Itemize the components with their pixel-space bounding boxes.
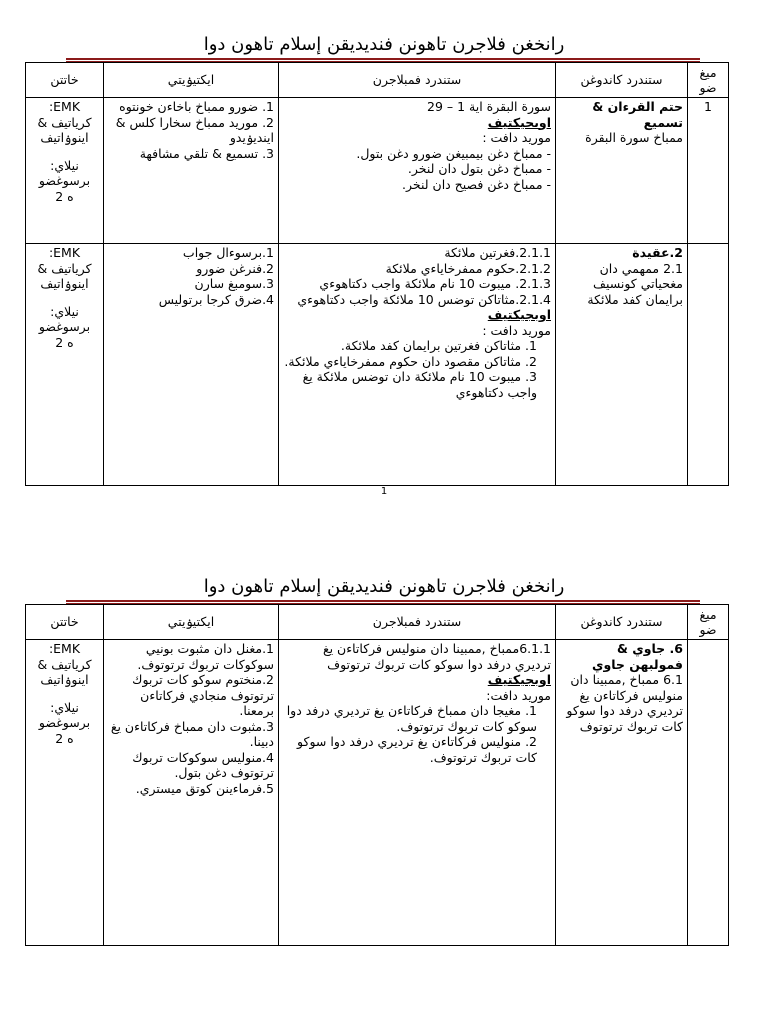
page-number: 1 (380, 486, 388, 497)
learning-item: 6.1.1ممباخ ,ممبينا دان منوليس فركاتاءن يغ ترديري درفد دوا سوكو كات تربوك ترتوتوف (322, 641, 551, 672)
note-line: ه 2 (55, 188, 74, 204)
activity-item: 1.برسوءال جواب (182, 245, 274, 260)
activity-item: 4.منوليس سوكوكات تربوك ترتوتوف دغن بتول. (132, 749, 274, 780)
note-line: نيلاي: (50, 303, 79, 319)
objective-item: 1. مثاتاكن فغرتين برايمان كفد ملائكة. (340, 338, 537, 353)
note-line: برسوغضو (38, 173, 91, 188)
table-row (26, 244, 729, 486)
content-text: ممباخ سورة البقرة (585, 130, 683, 145)
page-title: رانخغن فلاجرن تاهونن فنديديقن إسلام تاهون دوا (203, 576, 565, 597)
objective-item: 2. مثاتاكن مقصود دان حكوم ممفرخاياءي ملائكة. (284, 353, 537, 369)
activity-cell (104, 244, 279, 486)
note-line: كرياتيف & (37, 260, 92, 276)
table-header-row (26, 63, 729, 98)
objective-label: اوبجيكتيف (487, 307, 551, 322)
objective-intro: موريد دافت : (482, 322, 551, 338)
header-content-standard: ستندرد كاندوغن (556, 605, 688, 640)
note-cell (26, 98, 104, 244)
week-cell (688, 640, 729, 946)
content-standard-cell (556, 640, 688, 946)
learning-standard-cell (279, 98, 556, 244)
note-line: اينوۏاتيف (40, 130, 89, 145)
objective-intro: موريد دافت: (486, 687, 551, 703)
activity-item: 1. ضورو ممباخ باخاءن خونتوه (119, 99, 274, 114)
table-header-row (26, 605, 729, 640)
header-content-standard: ستندرد كاندوغن (556, 63, 688, 98)
activity-item: 3.سومبغ سارن (194, 276, 274, 291)
note-line: ه 2 (55, 730, 74, 746)
activity-cell (104, 98, 279, 244)
note-line: برسوغضو (38, 715, 91, 730)
activity-cell (104, 640, 279, 946)
learning-item: 2.1.2.حكوم ممفرخاياءي ملائكة (385, 260, 551, 276)
note-line: اينوۏاتيف (40, 276, 89, 291)
header-note: خاتتن (26, 63, 104, 98)
activity-item: 2.منختوم سوكو كات تربوك ترتوتوف منجادي فركاتاءن برمعنا. (132, 672, 274, 718)
content-text: 2.1 ممهمي دان مغحياتي كونسيف برايمان كفد ملائكة (587, 260, 683, 307)
note-line: EMK: (48, 99, 81, 114)
header-week: ميغ ضو (688, 63, 729, 98)
activity-item: 4.ضرق كرجا برتوليس (158, 291, 274, 307)
note-line: EMK: (48, 245, 81, 260)
note-line: اينوۏاتيف (40, 672, 89, 687)
note-line: نيلاي: (50, 157, 79, 173)
note-cell (26, 244, 104, 486)
week-cell: 1 (688, 98, 729, 244)
lesson-plan-table (25, 62, 729, 486)
header-note: خاتتن (26, 605, 104, 640)
activity-item: 3.مثبوت دان ممباخ فركاتاءن يغ دبينا. (110, 718, 274, 749)
note-line: نيلاي: (50, 699, 79, 715)
table-row (26, 640, 729, 946)
header-learning-standard: ستندرد فمبلاجرن (279, 605, 556, 640)
objective-item: 2. منوليس فركاتاءن يغ ترديري درفد دوا سوكو كات تربوك ترتوتوف. (297, 734, 537, 765)
note-line: برسوغضو (38, 319, 91, 334)
page-title: رانخغن فلاجرن تاهونن فنديديقن إسلام تاهون دوا (203, 34, 565, 55)
activity-item: 1.مغنل دان مثبوت بونيي سوكوكات تربوك ترتوتوف. (137, 641, 274, 672)
header-activity: ايكتيۏيتي (104, 605, 279, 640)
learning-ref: سورة البقرة اية 1 – 29 (427, 99, 551, 114)
learning-item: 2.1.1.فغرتين ملائكة (444, 245, 551, 260)
content-heading: 6. جاوي & فمولبهن جاوي (592, 641, 683, 672)
content-heading: 2.عقيدة (632, 245, 683, 260)
note-cell (26, 640, 104, 946)
note-line: ه 2 (55, 334, 74, 350)
objective-item: - ممباخ دغن فصيح دان لنخر. (402, 176, 551, 192)
activity-item: 3. تسميع & تلقي مشافهة (139, 145, 274, 161)
content-standard-cell (556, 98, 688, 244)
note-line: كرياتيف & (37, 114, 92, 130)
week-cell (688, 244, 729, 486)
objective-item: - ممباخ دغن بيمبيغن ضورو دغن بتول. (356, 145, 551, 161)
header-week: ميغ ضو (688, 605, 729, 640)
lesson-plan-table (25, 604, 729, 946)
activity-item: 5.فرماءينن كوتق ميستري. (135, 780, 274, 796)
objective-item: 1. مغيجا دان ممباخ فركاتاءن يغ ترديري درفد دوا سوكو كات تربوك ترتوتوف. (286, 703, 537, 734)
header-activity: ايكتيۏيتي (104, 63, 279, 98)
learning-item: 2.1.3. ميبوت 10 نام ملائكة واجب دكتاهوءي (319, 276, 551, 291)
note-line: كرياتيف & (37, 656, 92, 672)
activity-item: 2. موريد ممباخ سخارا كلس & اينديۏيدو (115, 114, 274, 145)
table-row (26, 98, 729, 244)
content-text: 6.1 ممباخ ,ممبينا دان منوليس فركاتاءن يغ ترديري درفد دوا سوكو كات تربوك ترتوتوف (566, 672, 683, 734)
learning-item: 2.1.4.مثاتاكن توضس 10 ملائكة واجب دكتاهوءي (297, 291, 551, 307)
content-standard-cell (556, 244, 688, 486)
activity-item: 2.فنرغن ضورو (196, 260, 274, 276)
note-line: EMK: (48, 641, 81, 656)
learning-standard-cell (279, 244, 556, 486)
header-learning-standard: ستندرد فمبلاجرن (279, 63, 556, 98)
objective-item: - ممباخ دغن بتول دان لنخر. (407, 161, 551, 176)
objective-item: 3. ميبوت 10 نام ملائكة دان توضس ملائكة يغ واجب دكتاهوءي (302, 369, 537, 400)
objective-intro: موريد دافت : (482, 130, 551, 145)
objective-label: اوبجيكتيف (487, 672, 551, 687)
objective-label: اوبجيكتيف (487, 114, 551, 130)
content-heading: حتم القرءان & تسميع (592, 99, 683, 130)
learning-standard-cell (279, 640, 556, 946)
